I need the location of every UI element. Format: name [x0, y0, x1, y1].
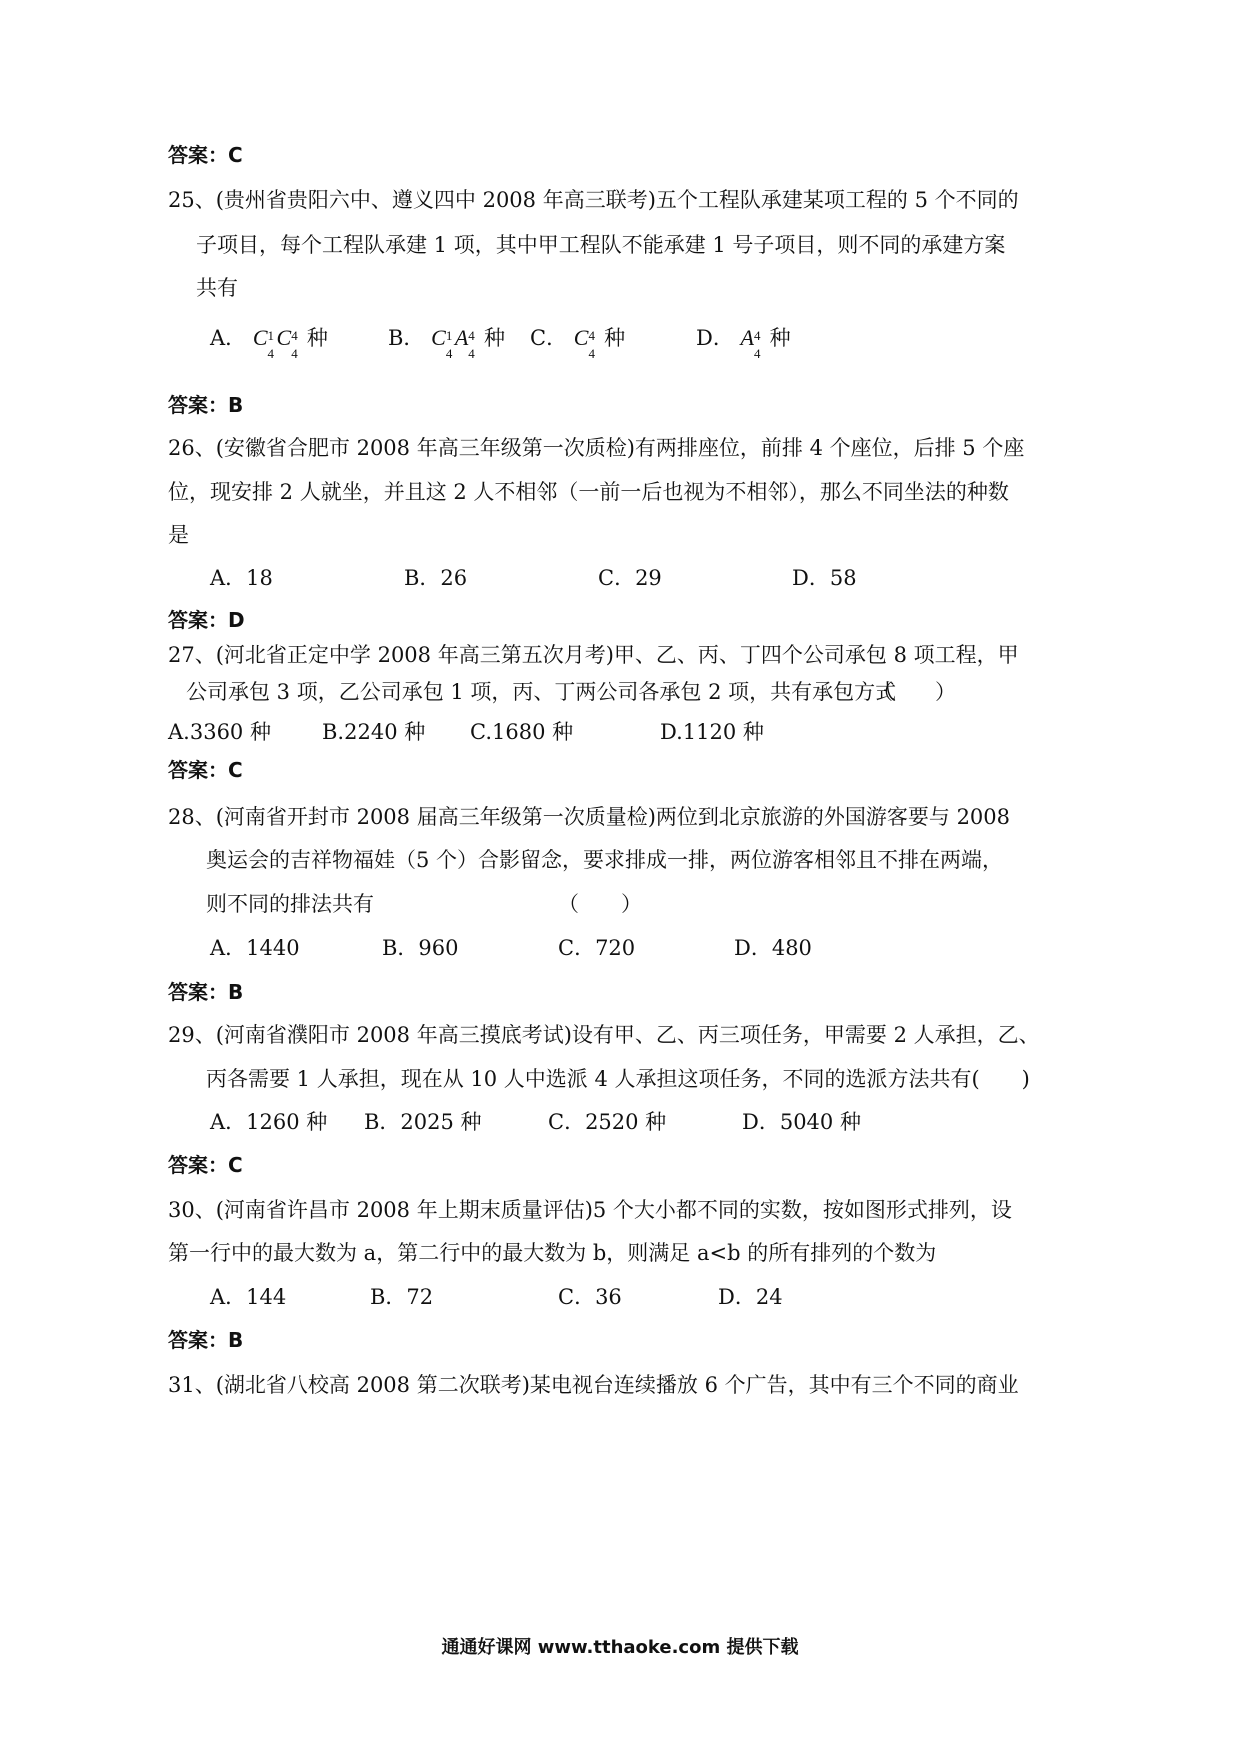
question-28-line-2: 奥运会的吉祥物福娃（5 个）合影留念，要求排成一排，两位游客相邻且不排在两端， — [206, 848, 1004, 872]
option-d: D． A 4 4 种 — [696, 325, 791, 361]
math-c44: C 4 4 — [573, 325, 595, 361]
option-a: A.3360 种 — [168, 720, 271, 744]
question-27-line-2: 公司承包 3 项，乙公司承包 1 项，丙、丁两公司各承包 2 项，共有承包方式 — [186, 680, 897, 704]
option-a: A．1260 种 — [210, 1110, 328, 1134]
answer-label: 答案：C — [168, 758, 243, 782]
option-b: B． C 1 4 A 4 4 种 — [388, 325, 505, 361]
answer-label: 答案：B — [168, 393, 244, 417]
question-31-line-1: 31、(湖北省八校高 2008 第二次联考)某电视台连续播放 6 个广告，其中有三个不同的商业 — [168, 1373, 1019, 1397]
question-28-line-1: 28、(河南省开封市 2008 届高三年级第一次质量检)两位到北京旅游的外国游客要与 2008 — [168, 805, 1011, 829]
math-c41c44: C 1 4 C 4 4 — [252, 325, 298, 361]
option-c: C．29 — [598, 566, 662, 590]
answer-label: 答案：D — [168, 608, 245, 632]
option-a: A．144 — [210, 1285, 287, 1309]
answer-label: 答案：B — [168, 980, 244, 1004]
answer-blank-parens: （ ） — [558, 892, 642, 916]
option-d: D．58 — [792, 566, 857, 590]
question-26-line-3: 是 — [168, 523, 189, 547]
page-footer: 通通好课网 www.tthaoke.com 提供下载 — [441, 1637, 799, 1658]
option-a: A．18 — [210, 566, 273, 590]
answer-label: 答案：C — [168, 143, 243, 167]
question-26-line-2: 位，现安排 2 人就坐，并且这 2 人不相邻（一前一后也视为不相邻），那么不同坐法的种数 — [168, 480, 1009, 504]
question-29-line-1: 29、(河南省濮阳市 2008 年高三摸底考试)设有甲、乙、丙三项任务，甲需要 2 人承担，乙、 — [168, 1023, 1040, 1047]
answer-label: 答案：C — [168, 1153, 243, 1177]
option-d: D．24 — [718, 1285, 783, 1309]
option-b: B．26 — [404, 566, 468, 590]
option-b: B．960 — [382, 936, 459, 960]
question-26-line-1: 26、(安徽省合肥市 2008 年高三年级第一次质检)有两排座位，前排 4 个座位，后排 5 个座 — [168, 436, 1025, 460]
math-a44: A 4 4 — [740, 325, 761, 361]
option-b: B.2240 种 — [322, 720, 426, 744]
question-30-line-2: 第一行中的最大数为 a，第二行中的最大数为 b，则满足 a<b 的所有排列的个数为 — [168, 1241, 937, 1265]
answer-blank-parens: （ ） — [872, 680, 956, 704]
option-c: C． C 4 4 种 — [530, 325, 626, 361]
question-25-line-2: 子项目，每个工程队承建 1 项，其中甲工程队不能承建 1 号子项目，则不同的承建方案 — [196, 233, 1006, 257]
question-30-line-1: 30、(河南省许昌市 2008 年上期末质量评估)5 个大小都不同的实数，按如图形式排列，设 — [168, 1198, 1012, 1222]
question-25-line-3: 共有 — [196, 276, 238, 300]
math-c41a44: C 1 4 A 4 4 — [431, 325, 475, 361]
question-28-line-3: 则不同的排法共有 — [206, 892, 374, 916]
option-d: D.1120 种 — [660, 720, 764, 744]
question-25-line-1: 25、(贵州省贵阳六中、遵义四中 2008 年高三联考)五个工程队承建某项工程的 5 个不同的 — [168, 188, 1019, 212]
option-c: C.1680 种 — [470, 720, 574, 744]
option-c: C．2520 种 — [548, 1110, 667, 1134]
option-b: B．2025 种 — [364, 1110, 482, 1134]
option-b: B．72 — [370, 1285, 434, 1309]
question-29-line-2: 丙各需要 1 人承担，现在从 10 人中选派 4 人承担这项任务，不同的选派方法共有( ) — [206, 1067, 1030, 1091]
answer-label: 答案：B — [168, 1328, 244, 1352]
question-27-line-1: 27、(河北省正定中学 2008 年高三第五次月考)甲、乙、丙、丁四个公司承包 8 项工程，甲 — [168, 643, 1019, 667]
option-a: A．1440 — [210, 936, 300, 960]
option-a: A． C 1 4 C 4 4 种 — [210, 325, 328, 361]
option-c: C．720 — [558, 936, 636, 960]
option-c: C．36 — [558, 1285, 622, 1309]
option-d: D．5040 种 — [742, 1110, 861, 1134]
option-d: D．480 — [734, 936, 812, 960]
